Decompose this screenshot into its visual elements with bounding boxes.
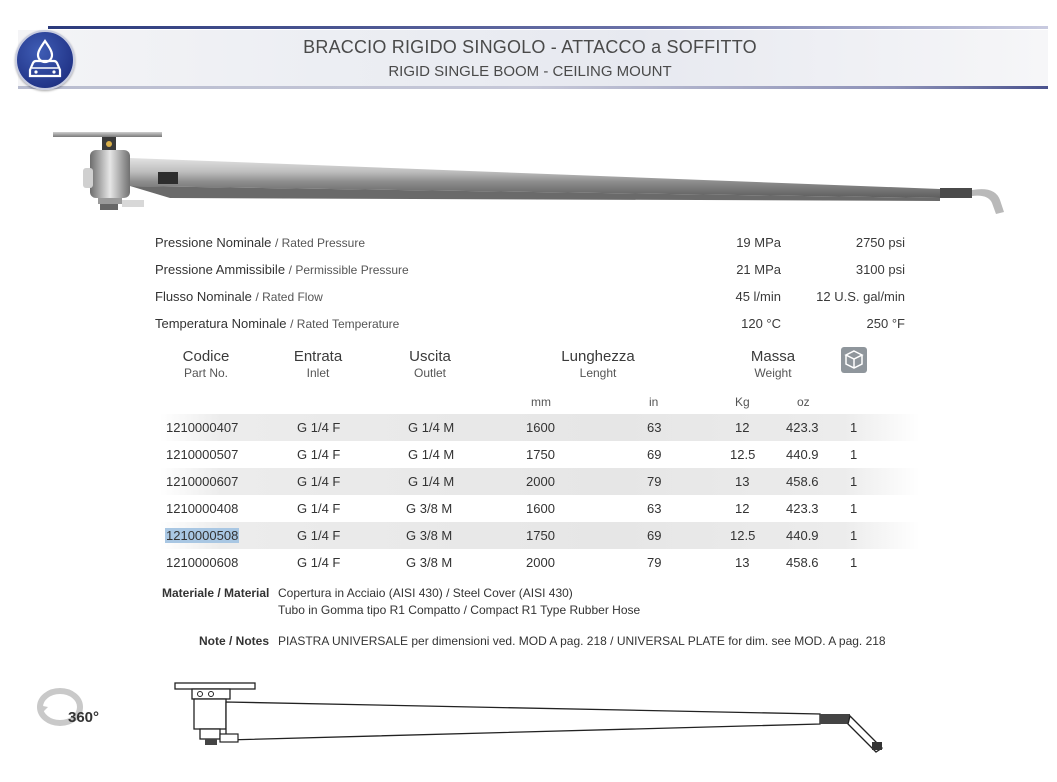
cell-qty: 1 <box>850 474 858 489</box>
spec-value-imperial: 12 U.S. gal/min <box>816 289 905 304</box>
spec-label-it: Pressione Ammissibile <box>155 262 286 277</box>
header-weight-it: Massa <box>750 348 796 365</box>
cell-qty: 1 <box>850 447 858 462</box>
cell-code: 1210000607 <box>166 474 239 489</box>
page-title: BRACCIO RIGIDO SINGOLO - ATTACCO a SOFFITTO <box>303 37 757 57</box>
cell-kg: 12.5 <box>730 528 756 543</box>
cell-code: 1210000507 <box>166 447 239 462</box>
cell-mm: 2000 <box>526 474 555 489</box>
spec-label-it: Flusso Nominale <box>155 289 252 304</box>
spec-row <box>155 314 915 341</box>
cell-kg: 13 <box>735 474 750 489</box>
cell-inlet: G 1/4 F <box>297 474 341 489</box>
header <box>0 26 1057 90</box>
spec-row <box>155 233 915 260</box>
spec-row <box>155 287 915 314</box>
spec-value-metric: 19 MPa <box>736 235 781 250</box>
spec-label-en: / Permissible Pressure <box>288 263 409 277</box>
cell-qty: 1 <box>850 420 858 435</box>
cell-mm: 1750 <box>526 528 555 543</box>
cell-oz: 458.6 <box>786 474 819 489</box>
header-inlet-en: Inlet <box>306 366 330 380</box>
cell-in: 69 <box>647 528 662 543</box>
spec-label <box>155 289 323 304</box>
spec-label <box>155 235 365 250</box>
cell-inlet: G 1/4 F <box>297 420 341 435</box>
header-length-en: Lenght <box>579 366 617 380</box>
notes-label: Note / Notes <box>199 634 270 648</box>
header-weight-en: Weight <box>754 366 792 380</box>
spec-label <box>155 262 409 277</box>
rotation-label: 360° <box>68 709 100 726</box>
header-outlet-en: Outlet <box>413 366 446 380</box>
table-header <box>155 348 915 388</box>
cell-in: 69 <box>647 447 662 462</box>
cell-kg: 12.5 <box>730 447 756 462</box>
cell-outlet: G 1/4 M <box>408 420 455 435</box>
cell-in: 63 <box>647 501 662 516</box>
cell-oz: 423.3 <box>786 501 819 516</box>
cell-kg: 12 <box>735 420 750 435</box>
spec-row <box>155 260 915 287</box>
car-wash-drop-icon <box>15 30 75 90</box>
spec-value-metric: 120 °C <box>741 316 781 331</box>
header-code-en: Part No. <box>183 366 228 380</box>
page-subtitle: RIGID SINGLE BOOM - CEILING MOUNT <box>388 63 672 80</box>
boom-side-drawing <box>170 678 890 758</box>
cell-in: 79 <box>647 555 662 570</box>
cell-inlet: G 1/4 F <box>297 555 341 570</box>
specs-table <box>155 233 915 341</box>
spec-value-imperial: 2750 psi <box>855 235 905 250</box>
package-box-icon <box>841 347 867 373</box>
spec-label-en: / Rated Flow <box>255 290 323 304</box>
unit-in: in <box>649 395 659 409</box>
cell-mm: 1600 <box>526 501 555 516</box>
table-row <box>160 441 920 468</box>
header-outlet-it: Uscita <box>409 348 451 365</box>
spec-value-metric: 21 MPa <box>736 262 781 277</box>
cell-oz: 423.3 <box>786 420 819 435</box>
cell-code: 1210000408 <box>166 501 239 516</box>
cell-in: 63 <box>647 420 662 435</box>
header-weight <box>728 348 818 380</box>
unit-kg: Kg <box>735 395 750 409</box>
cell-inlet: G 1/4 F <box>297 447 341 462</box>
cell-code-selected[interactable]: 1210000508 <box>166 528 239 543</box>
spec-value-imperial: 250 °F <box>866 316 905 331</box>
cell-kg: 12 <box>735 501 750 516</box>
cell-in: 79 <box>647 474 662 489</box>
cell-oz: 440.9 <box>786 528 819 543</box>
spec-label <box>155 316 399 331</box>
header-top-rule <box>48 26 1048 29</box>
cell-inlet: G 1/4 F <box>297 528 341 543</box>
header-length-it: Lunghezza <box>561 348 635 365</box>
cell-outlet: G 3/8 M <box>406 501 453 516</box>
material-line-2: Tubo in Gomma tipo R1 Compatto / Compact R1 Type Rubber Hose <box>278 603 641 617</box>
boom-product-photo <box>50 128 1015 223</box>
spec-value-metric: 45 l/min <box>735 289 781 304</box>
cell-outlet: G 3/8 M <box>406 555 453 570</box>
cell-qty: 1 <box>850 528 858 543</box>
cell-mm: 2000 <box>526 555 555 570</box>
header-length <box>548 348 648 380</box>
cell-qty: 1 <box>850 555 858 570</box>
spec-label-it: Temperatura Nominale <box>155 316 287 331</box>
material-line-1: Copertura in Acciaio (AISI 430) / Steel Cover (AISI 430) <box>278 586 573 600</box>
cell-code: 1210000407 <box>166 420 239 435</box>
cell-inlet: G 1/4 F <box>297 501 341 516</box>
spec-label-en: / Rated Temperature <box>290 317 400 331</box>
header-bottom-rule <box>18 86 1048 89</box>
cell-outlet: G 3/8 M <box>406 528 453 543</box>
header-outlet <box>385 348 475 380</box>
cell-mm: 1750 <box>526 447 555 462</box>
header-inlet <box>273 348 363 380</box>
table-row <box>160 468 920 495</box>
cell-mm: 1600 <box>526 420 555 435</box>
unit-oz: oz <box>797 395 810 409</box>
cell-oz: 458.6 <box>786 555 819 570</box>
table-row <box>160 414 920 441</box>
table-row <box>160 495 920 522</box>
notes-text: PIASTRA UNIVERSALE per dimensioni ved. MOD A pag. 218 / UNIVERSAL PLATE for dim. see MOD. A pag. 218 <box>278 634 886 648</box>
cell-kg: 13 <box>735 555 750 570</box>
cell-code: 1210000608 <box>166 555 239 570</box>
spec-label-it: Pressione Nominale <box>155 235 272 250</box>
header-inlet-it: Entrata <box>293 348 343 365</box>
unit-mm: mm <box>531 395 551 409</box>
cell-outlet: G 1/4 M <box>408 474 455 489</box>
spec-value-imperial: 3100 psi <box>855 262 905 277</box>
table-row <box>160 522 920 549</box>
header-code-it: Codice <box>182 348 230 365</box>
table-row <box>160 549 920 576</box>
parts-table <box>160 414 920 576</box>
spec-label-en: / Rated Pressure <box>274 236 366 250</box>
header-code <box>155 348 257 380</box>
cell-qty: 1 <box>850 501 858 516</box>
cell-outlet: G 1/4 M <box>408 447 455 462</box>
cell-oz: 440.9 <box>786 447 819 462</box>
material-label: Materiale / Material <box>162 586 270 600</box>
